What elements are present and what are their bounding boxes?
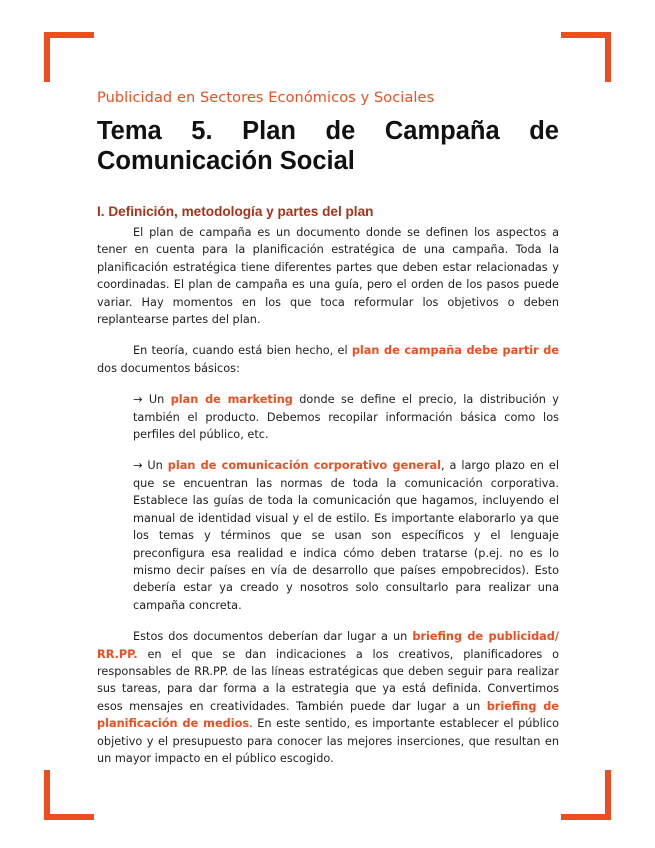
section-heading: I. Definición, metodología y partes del plan bbox=[97, 204, 374, 219]
text-run: Estos dos documentos deberían dar lugar a un bbox=[133, 630, 413, 644]
text-run: , a largo plazo en el que se encuentran las normas de toda la comunicación corporativa. Establece las guías de toda la comunicación que hagamos, incluyendo el manual de identidad visual y el de estilo. Es importante elaborarlo ya que los temas y términos que se usan son específicos y el lenguaje preconfigura esa realidad e indica cómo deben tratarse (p.ej. no es lo mismo decir países en vía de desarrollo que países empobrecidos). Esto debería estar ya creado y nosotros solo consultarlo para realizar una campaña concreta. bbox=[133, 459, 559, 612]
paragraph-briefings bbox=[97, 628, 559, 767]
corner-mark-top-right bbox=[561, 32, 611, 82]
highlight-briefing-medios: briefing de planificación de medios bbox=[97, 699, 559, 731]
text-run: dos documentos básicos: bbox=[97, 361, 240, 375]
highlight-plan-campana: plan de campaña debe partir de bbox=[351, 344, 559, 358]
corner-mark-bottom-right bbox=[561, 770, 611, 820]
corner-mark-top-left bbox=[44, 32, 94, 82]
arrow-icon: → bbox=[133, 393, 143, 407]
paragraph-theory bbox=[97, 342, 559, 377]
page-content bbox=[97, 90, 559, 767]
page-title: Tema 5. Plan de Campaña de Comunicación Social bbox=[97, 117, 559, 175]
text-run: en el que se dan indicaciones a los creativos, planificadores o responsables de RR.PP. de las líneas estratégicas que deben seguir para realizar sus tareas, para dar forma a la estrategia que ya está definida. Convertimos esos mensajes en creatividades. También puede dar lugar a un bbox=[97, 647, 559, 713]
highlight-plan-comunicacion: plan de comunicación corporativo general bbox=[167, 459, 442, 473]
course-subject: Publicidad en Sectores Económicos y Sociales bbox=[97, 90, 435, 106]
text-run: En teoría, cuando está bien hecho, el bbox=[133, 344, 352, 358]
arrow-icon: → bbox=[133, 459, 143, 473]
bullet-corporate-plan bbox=[133, 457, 559, 614]
text-run: donde se define el precio, la distribución y también el producto. Debemos recopilar información básica como los perfiles del público, etc. bbox=[133, 393, 559, 442]
paragraph-definition: El plan de campaña es un documento donde se definen los aspectos a tener en cuenta para la planificación estratégica de una campaña. Toda la planificación estratégica tiene diferentes partes que deben estar relacionadas y coordinadas. El plan de campaña es una guía, pero el orden de los pasos puede variar. Hay momentos en los que toca reformular los objetivos o deben replantearse partes del plan. bbox=[97, 226, 559, 327]
corner-mark-bottom-left bbox=[44, 770, 94, 820]
text-run: . En este sentido, es importante establecer el público objetivo y el presupuesto para conocer las mejores inserciones, que resultan en un mayor impacto en el público escogido. bbox=[97, 717, 559, 765]
text-run: Un bbox=[142, 393, 171, 407]
highlight-plan-marketing: plan de marketing bbox=[170, 393, 293, 407]
bullet-marketing-plan bbox=[133, 391, 559, 443]
text-run: Un bbox=[142, 459, 168, 473]
highlight-briefing-publicidad: briefing de publicidad/ RR.PP. bbox=[97, 630, 559, 661]
